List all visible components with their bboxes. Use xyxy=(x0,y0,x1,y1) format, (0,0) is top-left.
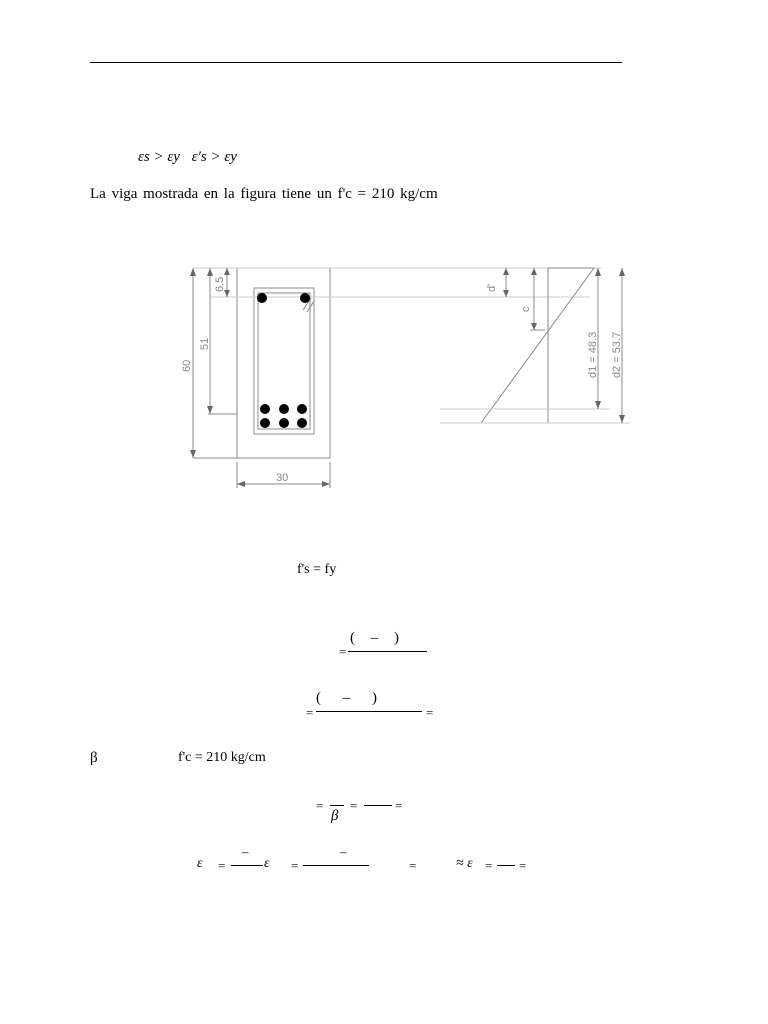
condition-steel-yield: εs > εy xyxy=(138,149,180,165)
formula2-equals-right: = xyxy=(426,705,434,720)
formula4-equals-3: = xyxy=(409,858,417,873)
formula4-epsilon-2: ε xyxy=(264,856,270,871)
rebar-bottom xyxy=(297,418,307,428)
rebar-bottom xyxy=(260,418,270,428)
formula1-numerator: ( – ) xyxy=(350,630,399,646)
condition-compression-steel-yield: ε′s > εy xyxy=(191,149,237,165)
formula2-fraction-bar xyxy=(316,711,422,712)
rebar-bottom xyxy=(260,404,270,414)
label-d2: d2 = 53.7 xyxy=(611,331,623,378)
formula3-equals-3: = xyxy=(395,798,403,813)
rebar-bottom xyxy=(279,418,289,428)
fs-equals-fy: f's = fy xyxy=(297,562,337,577)
formula3-beta: β xyxy=(331,808,339,824)
formula2-numerator: ( – ) xyxy=(316,690,377,706)
formula4-equals-5: = xyxy=(519,858,527,873)
formula3-fraction-bar-1 xyxy=(330,805,344,806)
formula4-minus-1: – xyxy=(242,844,249,859)
formula1-equals: = xyxy=(339,644,347,659)
formula4-fraction-bar-3 xyxy=(497,865,515,866)
rebar-bottom xyxy=(279,404,289,414)
formula4-equals-1: = xyxy=(218,858,226,873)
intro-paragraph: La viga mostrada en la figura tiene un f'c = 210 kg/cm xyxy=(90,186,438,202)
label-d-prime: d' xyxy=(486,283,498,292)
formula2-equals-left: = xyxy=(306,705,314,720)
formula4-fraction-bar-1 xyxy=(231,865,263,866)
formula3-equals-2: = xyxy=(350,798,358,813)
formula4-epsilon-1: ε xyxy=(197,856,203,871)
formula4-equals-4: = xyxy=(485,858,493,873)
rebar-bottom xyxy=(297,404,307,414)
formula4-minus-2: – xyxy=(340,844,347,859)
rebar-top-left xyxy=(257,293,267,303)
rebar-top-right xyxy=(300,293,310,303)
beta-symbol: β xyxy=(90,750,98,766)
formula4-equals-2: = xyxy=(291,858,299,873)
label-d1: d1 = 48.3 xyxy=(587,331,599,378)
dim-label-51: 51 xyxy=(199,337,211,350)
fc-value: f'c = 210 kg/cm xyxy=(178,750,266,765)
label-c: c xyxy=(520,306,532,312)
dim-label-60: 60 xyxy=(181,359,193,372)
formula1-fraction-bar xyxy=(348,651,427,652)
dim-label-6-5: 6.5 xyxy=(214,276,226,292)
dim-label-30: 30 xyxy=(276,472,289,484)
formula4-fraction-bar-2 xyxy=(303,865,369,866)
formula3-fraction-bar-2 xyxy=(364,805,392,806)
formula3-equals-1: = xyxy=(316,798,324,813)
formula4-approx-epsilon: ≈ ε xyxy=(456,856,473,871)
